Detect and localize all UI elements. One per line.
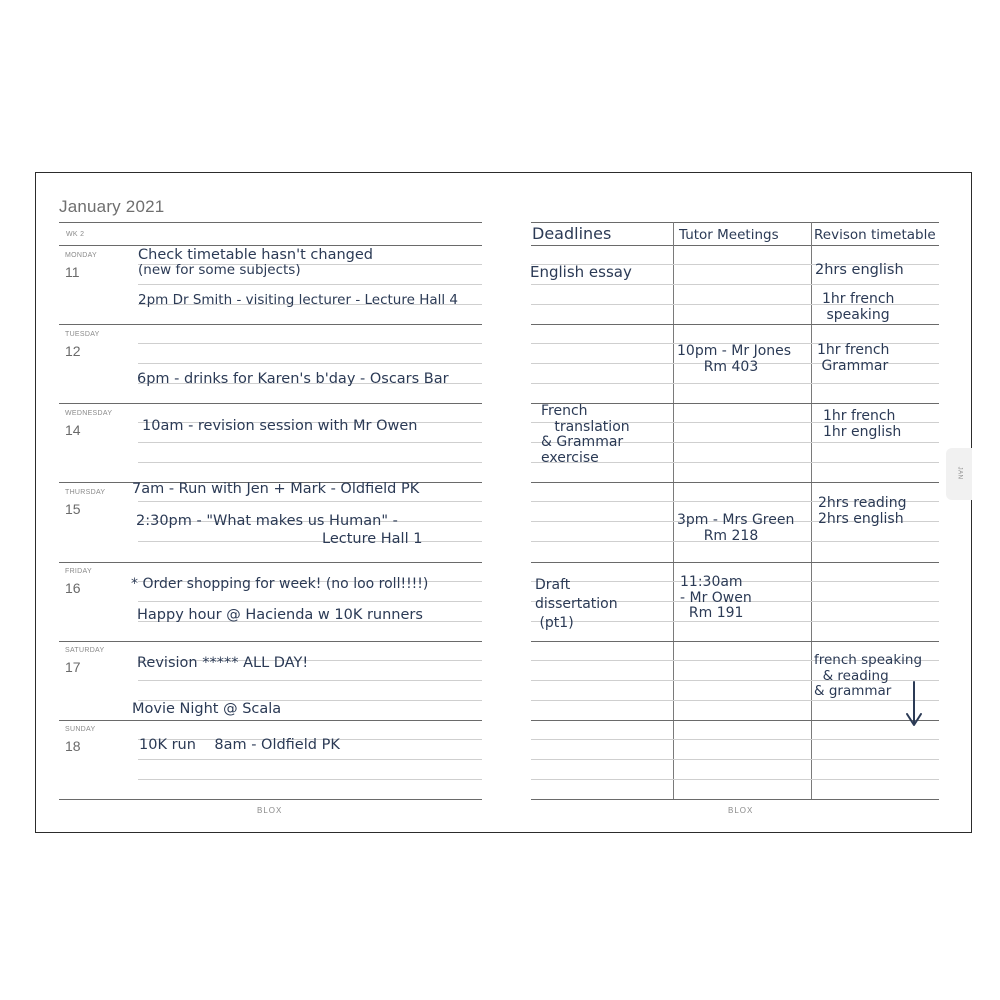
tutor-entry: 3pm - Mrs Green Rm 218 [677,512,795,544]
day-name-monday: MONDAY [65,252,98,259]
day-number-monday: 11 [65,264,80,280]
entry-text: Lecture Hall 1 [322,531,423,547]
week-label: WK 2 [66,231,85,238]
entry-text: Revision ***** ALL DAY! [137,655,309,671]
entry-text: Happy hour @ Hacienda w 10K runners [137,607,423,623]
deadline-entry: French translation & Grammar exercise [541,403,630,466]
section-separator [531,641,939,642]
entry-text: 7am - Run with Jen + Mark - Oldfield PK [132,481,420,497]
entry-text: Check timetable hasn't changed [138,247,373,263]
day-name-wednesday: WEDNESDAY [65,410,113,417]
header-rule [531,245,939,246]
deadline-entry: Draft dissertation (pt1) [535,577,618,631]
day-name-sunday: SUNDAY [65,726,96,733]
day-separator [59,245,482,246]
day-name-friday: FRIDAY [65,568,92,575]
column-divider [811,222,812,800]
day-separator [59,403,482,404]
footer-brand-right: BLOX [728,806,754,815]
entry-text: 2:30pm - "What makes us Human" - [136,513,398,529]
footer-brand-left: BLOX [257,806,283,815]
day-number-thursday: 15 [65,501,81,517]
day-number-sunday: 18 [65,738,81,754]
entry-text: * Order shopping for week! (no loo roll!!!!) [131,576,429,592]
day-separator [59,720,482,721]
top-rule [59,222,482,223]
day-separator [59,324,482,325]
revision-entry: 2hrs reading 2hrs english [818,495,907,527]
revision-entry: 1hr french 1hr english [823,408,902,440]
month-tab-label: JAN [956,466,963,480]
entry-text: 2pm Dr Smith - visiting lecturer - Lecture Hall 4 [138,292,459,308]
day-number-tuesday: 12 [65,343,81,359]
column-header-tutor-meetings: Tutor Meetings [679,227,779,243]
revision-entry: 2hrs english [815,262,904,278]
day-number-saturday: 17 [65,659,81,675]
section-separator [531,324,939,325]
entry-text: Movie Night @ Scala [132,701,282,717]
entry-text: (new for some subjects) [138,262,301,278]
section-separator [531,482,939,483]
column-header-revision-timetable: Revison timetable [814,227,936,243]
day-name-tuesday: TUESDAY [65,331,100,338]
section-separator [531,562,939,563]
entry-text: 10K run 8am - Oldfield PK [139,737,340,753]
day-separator [59,562,482,563]
month-tab[interactable] [946,448,972,500]
down-arrow-icon [900,680,930,730]
day-number-wednesday: 14 [65,422,81,438]
month-title: January 2021 [59,197,165,216]
tutor-entry: 10pm - Mr Jones Rm 403 [677,343,792,375]
day-separator [59,641,482,642]
entry-text: 6pm - drinks for Karen's b'day - Oscars Bar [137,371,449,387]
day-name-thursday: THURSDAY [65,489,106,496]
revision-entry: 1hr french speaking [822,291,895,323]
revision-entry: french speaking & reading & grammar [814,652,923,699]
bottom-rule [59,799,482,800]
deadline-entry: English essay [530,263,632,281]
top-rule [531,222,939,223]
day-name-saturday: SATURDAY [65,647,105,654]
tutor-entry: 11:30am - Mr Owen Rm 191 [680,574,752,621]
section-separator [531,720,939,721]
column-header-deadlines: Deadlines [532,224,612,243]
day-number-friday: 16 [65,580,81,596]
bottom-rule [531,799,939,800]
entry-text: 10am - revision session with Mr Owen [142,418,418,434]
column-divider [673,222,674,800]
revision-entry: 1hr french Grammar [817,342,890,374]
